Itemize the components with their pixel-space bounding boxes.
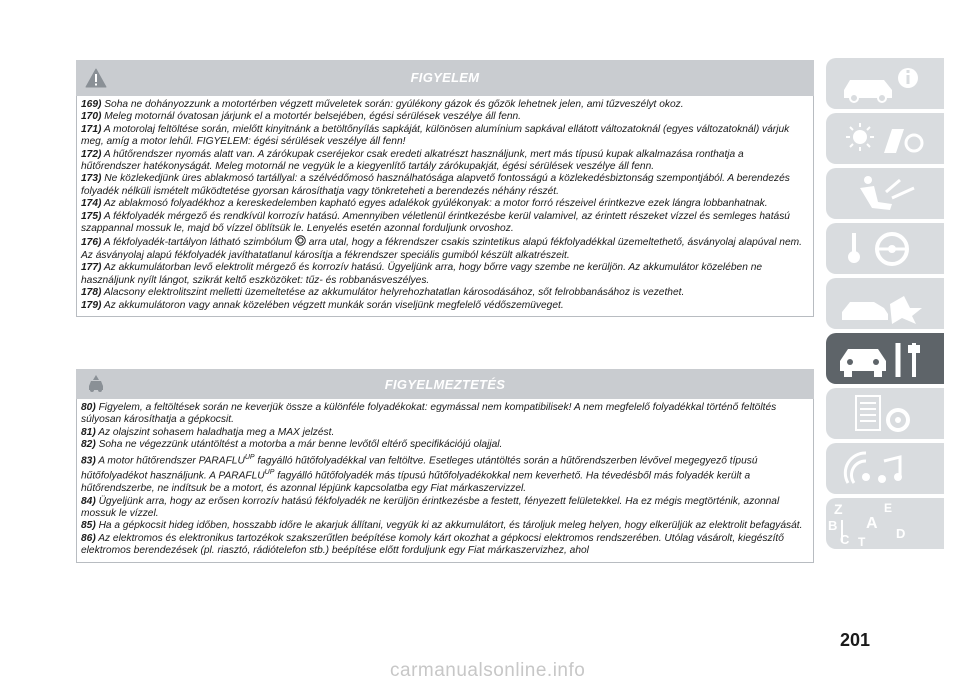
index-letter-t: T	[858, 535, 866, 549]
warning-item: 173) Ne közlekedjünk üres ablakmosó tartállyal: a szélvédőmosó használhatósága alapvető fontosságú a közlekedésbiztonság szempontjából. A berendezés folyadék nélküli ismételt működtetése gyorsan károsíthatja vagy tönkreteheti a berendezés néhány részét.	[81, 173, 790, 197]
index-letter-z: Z	[834, 501, 843, 517]
caution-item: 85) Ha a gépkocsit hideg időben, hosszabb időre le akarjuk állítani, vegyük ki az akkumulátort, és tároljuk meleg helyen, hogy elkerüljük az elektrolit befagyását.	[81, 520, 803, 532]
alphabetical-index-icon	[826, 498, 944, 549]
warning-title: FIGYELEM	[410, 70, 480, 85]
caution-item: 83) A motor hűtőrendszer $PARAFLU^{UP}$ fagyálló hűtőfolyadékkal van feltöltve. Esetleges utántöltés során a hűtőrendszerben lévővel megegyező típusú hűtőfolyadékot használjunk. A $PARAFLU^{UP}$ fagyálló hűtőfolyadék más típusú hűtőfolyadékokkal nem keverhető. Ha tévedésből más folyadék került a hűtőrendszerbe, ne indítsuk be a motort, és azonnal lépjünk kapcsolatba egy Fiat márkaszervizzel.	[81, 453, 758, 495]
tab-in-an-emergency[interactable]	[826, 278, 944, 329]
warning-item: 178) Alacsony elektrolitszint melletti üzemeltetése az akkumulátor helyrehozhatatlan károsodásához, sőt felrobbanásához is vezethet.	[81, 287, 685, 299]
chapter-sidebar	[826, 58, 960, 553]
warning-header	[76, 60, 814, 96]
caution-item: 80) Figyelem, a feltöltések során ne keverjük össze a különféle folyadékokat: egymással nem kompatibilisek! A nem megfelelő folyadékkal történő feltöltés súlyosan károsíthatja a gépkocsit.	[81, 402, 777, 426]
warning-item: 172) A hűtőrendszer nyomás alatt van. A zárókupak cseréjekor csak eredeti alkatrészt használjunk, mert más típusú kupak alkalmazása ronthatja a hűtőrendszer hatékonyságát. Meleg motornál ne vegyük le a kiegyenlítő tartály zárókupakját, égési sérülések veszélye áll fenn.	[81, 148, 744, 173]
watermark: carmanualsonline.info	[390, 660, 586, 681]
warning-item: 174) Az ablakmosó folyadékhoz a kereskedelemben kapható egyes adalékok gyúlékonyak: a motor forró részeivel érintkezve ezek lángra lobbanhatnak.	[81, 198, 768, 210]
caution-item: 82) Soha ne végezzünk utántöltést a motorba a már benne levőtől eltérő specifikációjú olajjal.	[81, 439, 503, 451]
tab-servicing-and-maintenance[interactable]	[826, 333, 944, 384]
warning-item: 171) A motorolaj feltöltése során, mielőtt kinyitnánk a betöltőnyílás sapkáját, különösen alumínium sapkával ellátott változatoknál (egyes változatoknál) várjuk meg, amíg a motor lehűl. FIGYELEM: égési sérülések veszélye áll fenn!	[81, 123, 790, 148]
specifications-list-icon	[826, 388, 944, 439]
warning-box	[76, 60, 814, 317]
warning-item: 177) Az akkumulátorban levő elektrolit mérgező és korrozív hatású. Ügyeljünk arra, hogy bőrre vagy szembe ne kerüljön. Az akkumulátor közelében ne használjunk nyílt lángot, szikrát keltő eszközöket: tűz- és robbanásveszélyes.	[81, 262, 763, 286]
caution-header	[76, 369, 814, 399]
warning-item: 175) A fékfolyadék mérgező és rendkívül korrozív hatású. Amennyiben véletlenül érintkezésbe kerül valamivel, az érintett részeket vízzel és semleges hatású szappannal mossuk le, majd bő vízzel öblítsük le. Lenyelés esetén azonnal forduljunk orvoshoz.	[81, 210, 790, 235]
tab-safety[interactable]	[826, 168, 944, 219]
multimedia-icon	[826, 443, 944, 494]
warning-item: 176) A fékfolyadék-tartályon látható szimbólum arra utal, hogy a fékrendszer csakis szintetikus alapú fékfolyadékkal üzemeltethető, ásványolaj alapúval nem. Az ásványolaj alapú fékfolyadék javíthatatlanul károsítja a fékrendszer speciális gumiból készült alkatrészeit.	[81, 237, 802, 261]
index-letter-c: C	[840, 532, 850, 547]
tab-getting-to-know-car[interactable]	[826, 58, 944, 109]
index-letter-d: D	[896, 526, 906, 541]
car-wrench-icon	[826, 333, 944, 384]
caution-body	[76, 399, 814, 563]
tab-instrument-panel[interactable]	[826, 113, 944, 164]
brake-fluid-symbol-icon	[295, 235, 306, 246]
warning-body	[76, 96, 814, 317]
index-letter-a: A	[866, 515, 878, 532]
car-crash-icon	[826, 278, 944, 329]
warning-item: 169) Soha ne dohányozzunk a motortérben végzett műveletek során: gyúlékony gázok és gőzök lehetnek jelen, ami tűzveszélyt okoz.	[81, 99, 684, 110]
tab-index[interactable]	[826, 498, 944, 549]
caution-box	[76, 369, 814, 563]
page-number: 201	[840, 630, 871, 650]
dashboard-lights-icon	[826, 113, 944, 164]
warning-item: 170) Meleg motornál óvatosan járjunk el a motortér belsejében, égési sérülések veszélye áll fenn.	[81, 111, 522, 123]
caution-title: FIGYELMEZTETÉS	[384, 377, 506, 392]
caution-item: 86) Az elektromos és elektronikus tartozékok szakszerűtlen beépítése komoly kárt okozhat a gépkocsi elektromos rendszerében. Utólag vásárolt, kiegészítő elektromos berendezések (pl. riasztó, rádiótelefon stb.) beépítése előtt forduljunk egy Fiat márkaszervizhez, ahol	[81, 532, 784, 557]
car-info-icon	[826, 58, 944, 109]
caution-item: 84) Ügyeljünk arra, hogy az erősen korrozív hatású fékfolyadék ne kerüljön érintkezésbe a festett, fényezett felületekkel. Ha ez mégis megtörténik, azonnal mossuk le vízzel.	[81, 495, 780, 520]
caution-item: 81) Az olajszint sohasem haladhatja meg a MAX jelzést.	[81, 426, 335, 438]
index-letter-e: E	[884, 501, 893, 515]
tab-multimedia[interactable]	[826, 443, 944, 494]
tab-technical-specifications[interactable]	[826, 388, 944, 439]
tab-starting-and-driving[interactable]	[826, 223, 944, 274]
seat-airbag-icon	[826, 168, 944, 219]
key-steering-wheel-icon	[826, 223, 944, 274]
warning-item: 179) Az akkumulátoron vagy annak közelében végzett munkák során viseljünk megfelelő védőszemüveget.	[81, 299, 564, 311]
index-letter-b: B	[828, 518, 838, 533]
